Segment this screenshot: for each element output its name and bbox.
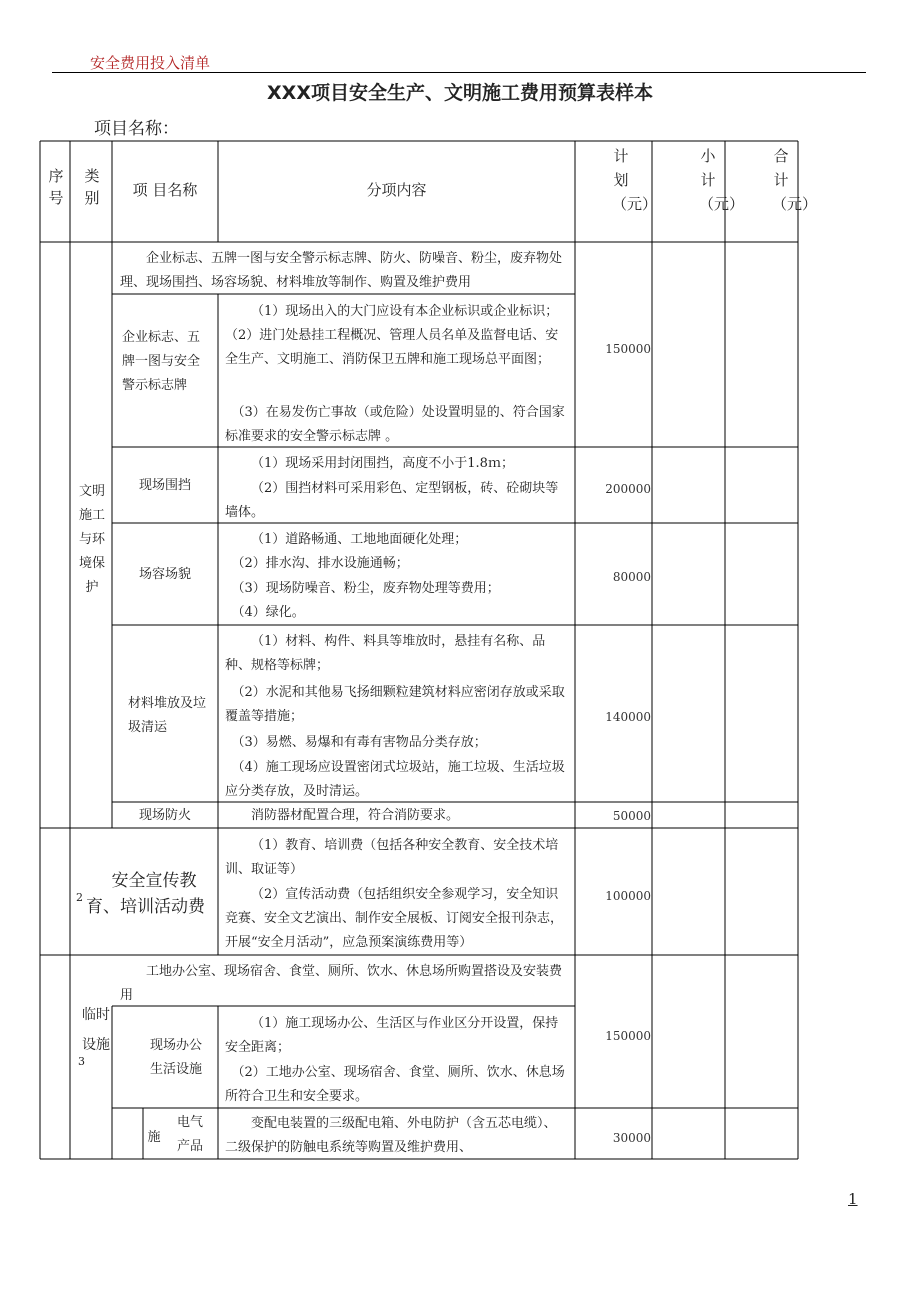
section-3-seq: 3: [78, 1055, 85, 1068]
section-2-content-a: （1）教育、培训费（包括各种安全教育、安全技术培训、取证等）: [225, 838, 559, 877]
section-2-content-b: （2）宣传活动费（包括组织安全参观学习，安全知识竞赛、安全文艺演出、制作安全展板、订阅安全报刊杂志，开展“安全月活动”，应急预案演练费用等）: [225, 887, 564, 950]
header-plan: 计划（元）: [612, 147, 658, 213]
row-2-item: 现场围挡: [138, 478, 191, 493]
row-4-content-a: （1）材料、构件、料具等堆放时，悬挂有名称、品种、规格等标牌；: [225, 634, 546, 673]
project-name-label: 项目名称：: [94, 119, 179, 139]
row-4-content-d: （4）施工现场应设置密闭式垃圾站，施工垃圾、生活垃圾应分类存放，及时清运。: [225, 760, 565, 799]
section-1-category: 文明施工与环境保护: [78, 484, 105, 595]
row-4-plan: 140000: [605, 710, 651, 724]
header-seq: 序号: [48, 167, 64, 207]
section-2-category: 安全宣传教育、培训活动费: [86, 871, 205, 917]
row-4-content-c: （3）易燃、易爆和有毒有害物品分类存放；: [231, 735, 487, 750]
row-6-content-b: （2）工地办公室、现场宿舍、食堂、厕所、饮水、休息场所符合卫生和安全要求。: [225, 1065, 565, 1104]
header-subtotal: 小计（元）: [699, 147, 745, 213]
row-2-content-a: （1）现场采用封闭围挡，高度不小于1.8ｍ；: [251, 456, 514, 471]
row-5-content: 消防器材配置合理，符合消防要求。: [251, 808, 460, 823]
row-6-plan: 150000: [605, 1029, 651, 1043]
section-3-category: 临时设施: [82, 1007, 110, 1053]
row-1-content-a: （1）现场出入的大门应设有本企业标识或企业标识； （2）进门处悬挂工程概况、管理人员名单及监督电话、安全生产、文明施工、消防保卫五牌和施工现场总平面图；: [225, 304, 578, 367]
row-7-item: 电气产品: [176, 1115, 203, 1154]
header-item-name: 项 目名称: [132, 181, 198, 199]
header-content: 分项内容: [366, 181, 427, 199]
page-number: 1: [848, 1190, 858, 1208]
row-6-content-a: （1）施工现场办公、生活区与作业区分开设置，保持安全距离；: [225, 1016, 559, 1055]
row-3-item: 场容场貌: [138, 567, 191, 582]
row-1-content-b: （3）在易发伤亡事故（或危险）处设置明显的、符合国家标准要求的安全警示标志牌 。: [225, 405, 565, 444]
document-title: XXX项目安全生产、文明施工费用预算表样本: [267, 82, 653, 104]
row-4-content-b: （2）水泥和其他易飞扬细颗粒建筑材料应密闭存放或采取覆盖等措施；: [225, 685, 565, 724]
row-7-plan: 30000: [612, 1131, 651, 1145]
row-3-content-b: （2）排水沟、排水设施通畅；: [231, 556, 409, 571]
row-1-plan: 150000: [605, 342, 651, 356]
row-3-plan: 80000: [612, 570, 651, 584]
row-2-plan: 200000: [605, 482, 651, 496]
row-4-item: 材料堆放及垃圾清运: [128, 696, 207, 735]
header-category: 类别: [84, 167, 100, 207]
header-total: 合计（元）: [772, 147, 818, 213]
row-2-content-b: （2）围挡材料可采用彩色、定型钢板，砖、砼砌块等墙体。: [225, 481, 559, 520]
row-5-item: 现场防火: [138, 808, 191, 823]
section-2-plan: 100000: [605, 889, 651, 903]
row-7-content: 变配电装置的三级配电箱、外电防护（含五芯电缆）、二级保护的防触电系统等购置及维护费用、: [225, 1116, 557, 1155]
section-2-seq: 2: [76, 891, 83, 904]
header-link[interactable]: 安全费用投入清单: [90, 54, 211, 72]
section-1-intro: 企业标志、五牌一图与安全警示标志牌、防火、防噪音、粉尘，废弃物处理、现场围挡、场容场貌、材料堆放等制作、购置及维护费用: [120, 251, 563, 290]
row-1-item: 企业标志、五牌一图与安全警示标志牌: [122, 330, 201, 393]
row-3-content-a: （1）道路畅通、工地地面硬化处理；: [251, 532, 468, 547]
row-3-content-c: （3）现场防噪音、粉尘，废弃物处理等费用；: [231, 581, 500, 596]
row-6-item: 现场办公生活设施: [150, 1038, 203, 1077]
row-3-content-d: （4）绿化。: [231, 605, 305, 620]
section-3-intro: 工地办公室、现场宿舍、食堂、厕所、饮水、休息场所购置搭设及安装费用: [120, 964, 563, 1003]
row-7-sub-label: 施: [147, 1130, 161, 1145]
row-5-plan: 50000: [612, 809, 651, 823]
